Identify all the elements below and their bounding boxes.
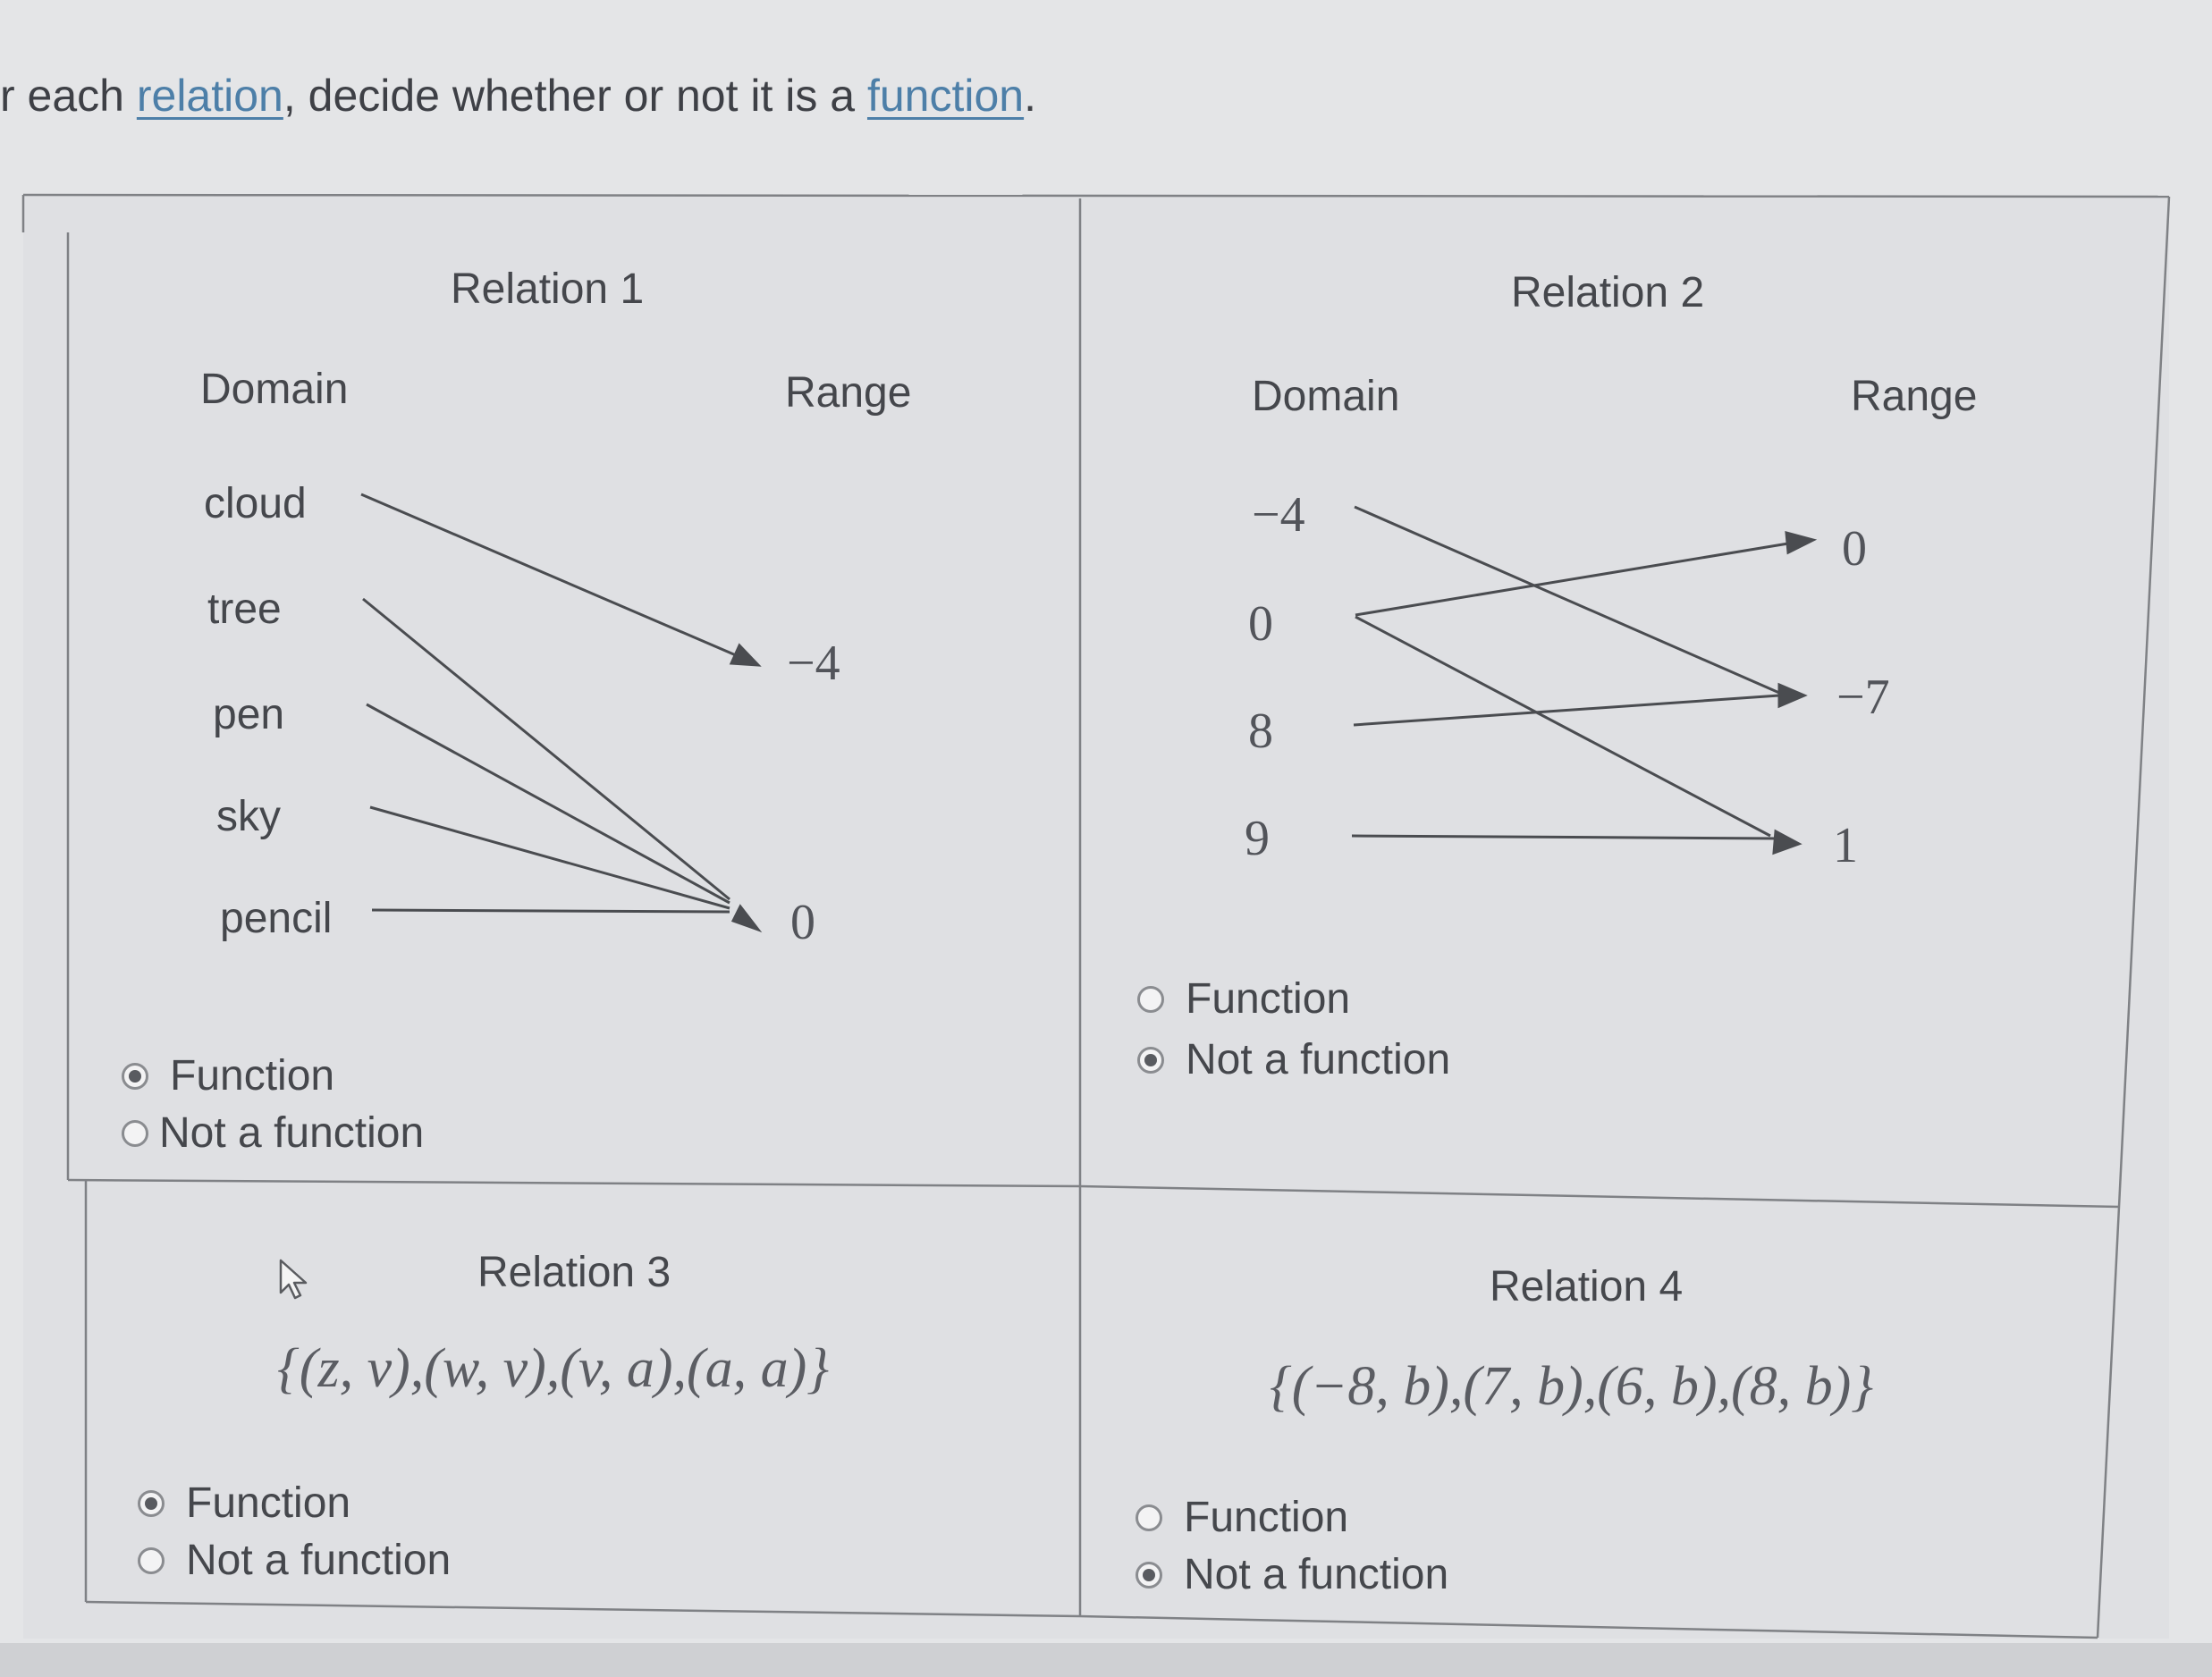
option-label: Not a function xyxy=(1186,1036,1451,1083)
relation2-range-item: 0 xyxy=(1842,521,1867,577)
option-label: Function xyxy=(170,1052,335,1100)
option-label: Function xyxy=(186,1479,351,1527)
relation2-title: Relation 2 xyxy=(1511,269,1705,316)
relation1-domain-item: sky xyxy=(216,793,281,840)
relation1-range-item: −4 xyxy=(787,636,840,691)
option-label: Not a function xyxy=(1184,1551,1449,1598)
relation-link[interactable]: relation xyxy=(136,71,283,121)
option-label: Function xyxy=(1184,1494,1349,1541)
relation2-domain-item: 9 xyxy=(1245,811,1270,866)
arrow-pencil-to-0 xyxy=(372,910,730,912)
relation2-range-item: 1 xyxy=(1833,818,1858,873)
relation1-domain-header: Domain xyxy=(200,366,349,413)
relation2-domain-item: 8 xyxy=(1248,704,1273,759)
relation1-range-header: Range xyxy=(785,369,912,417)
relation2-function-option[interactable] xyxy=(1137,974,1350,1024)
relation1-function-option[interactable] xyxy=(122,1051,334,1100)
relation4-not-function-option[interactable] xyxy=(1136,1550,1448,1599)
relation2-range-header: Range xyxy=(1851,373,1978,420)
radio-button[interactable] xyxy=(1136,1504,1162,1531)
relation1-domain-item: tree xyxy=(207,586,282,633)
relation2-domain-item: 0 xyxy=(1248,596,1273,652)
function-link[interactable]: function xyxy=(866,71,1025,121)
relation4-function-option[interactable] xyxy=(1136,1493,1348,1542)
radio-button[interactable] xyxy=(1137,986,1164,1013)
radio-button-selected[interactable] xyxy=(138,1490,165,1517)
radio-button-selected[interactable] xyxy=(1136,1562,1162,1589)
instruction-suffix: . xyxy=(1024,71,1037,121)
mouse-pointer-icon xyxy=(277,1259,313,1302)
page-bottom-bar xyxy=(0,1643,2212,1677)
radio-button-selected[interactable] xyxy=(1137,1047,1164,1074)
relation2-domain-header: Domain xyxy=(1252,373,1400,420)
relation1-not-function-option[interactable] xyxy=(122,1108,424,1158)
relation1-title: Relation 1 xyxy=(451,265,645,313)
option-label: Function xyxy=(1186,975,1351,1023)
relation1-domain-item: pen xyxy=(213,691,285,738)
relation1-domain-item: cloud xyxy=(204,480,307,527)
option-label: Not a function xyxy=(186,1537,452,1584)
relation3-function-option[interactable] xyxy=(138,1479,350,1528)
option-label: Not a function xyxy=(159,1109,425,1157)
radio-button[interactable] xyxy=(138,1547,165,1574)
relation1-range-item: 0 xyxy=(790,895,815,950)
relation4-set: {(−8, b),(7, b),(6, b),(8, b)} xyxy=(1270,1356,1874,1417)
relation2-domain-item: −4 xyxy=(1252,487,1305,543)
instruction-middle: , decide whether or not it is a xyxy=(283,71,867,121)
relation2-not-function-option[interactable] xyxy=(1137,1035,1450,1084)
relation3-title: Relation 3 xyxy=(477,1249,671,1296)
relation4-title: Relation 4 xyxy=(1490,1263,1684,1310)
relation3-set: {(z, v),(w, v),(v, a),(a, a)} xyxy=(277,1338,830,1399)
relation1-domain-item: pencil xyxy=(220,895,333,942)
radio-button[interactable] xyxy=(122,1120,148,1147)
relation2-range-item: −7 xyxy=(1836,670,1890,725)
radio-button-selected[interactable] xyxy=(122,1063,148,1090)
instruction-prefix: r each xyxy=(0,71,137,121)
relation3-not-function-option[interactable] xyxy=(138,1536,451,1585)
